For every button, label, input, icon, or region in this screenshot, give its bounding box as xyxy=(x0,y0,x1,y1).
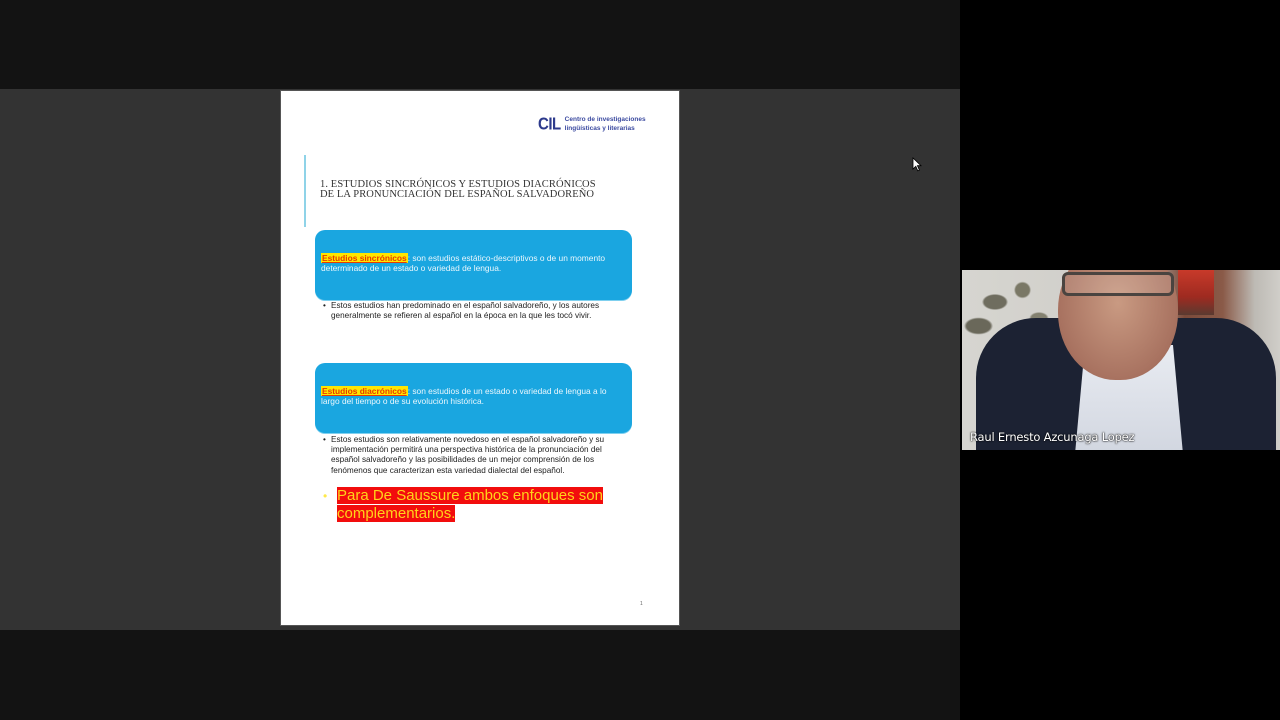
bullet-dot-icon: • xyxy=(323,301,326,310)
synchronic-term: Estudios sincrónicos xyxy=(322,253,407,263)
synchronic-bullet-text: Estos estudios han predominado en el español salvadoreño, y los autores generalmente se refieren al español en la época en la que les tocó vivir. xyxy=(331,301,600,321)
diachronic-definition: : son estudios de un estado o variedad de lengua a lo largo del tiempo o de su evolución histórica. xyxy=(321,386,607,406)
participant-name-label: Raul Ernesto Azcunaga Lopez xyxy=(970,430,1135,444)
synchronic-definition-box xyxy=(315,230,632,300)
video-person-glasses xyxy=(1062,272,1174,296)
callout-line-2: complementarios. xyxy=(337,504,456,522)
slide-title xyxy=(320,180,596,200)
mouse-cursor-icon xyxy=(912,157,922,172)
participant-video-tile[interactable] xyxy=(962,270,1280,450)
callout-line-1: Para De Saussure ambos enfoques son xyxy=(337,487,603,504)
video-poster xyxy=(1178,270,1214,315)
slide-title-line-1: 1. ESTUDIOS SINCRÓNICOS Y ESTUDIOS DIACRÓNICOS xyxy=(320,179,596,190)
diachronic-term: Estudios diacrónicos xyxy=(322,386,407,396)
yellow-bullet-icon: • xyxy=(323,489,328,503)
title-accent-bar xyxy=(304,155,306,227)
logo-line-1: Centro de investigaciones xyxy=(564,116,646,123)
diachronic-bullet-text: Estos estudios son relativamente novedoso en el español salvadoreño y su implementación permitirá una perspectiva histórica de la pronunciación del español salvadoreño y las posibilidades de un mejor comprensión de los fenómenos que caracterizan esta variedad dialectal del español. xyxy=(331,435,605,475)
diachronic-definition-box xyxy=(315,363,632,433)
cil-logo xyxy=(538,115,646,133)
slide-page-number: 1 xyxy=(640,601,643,607)
shared-slide xyxy=(280,90,680,626)
synchronic-bullet xyxy=(323,301,628,321)
logo-text xyxy=(565,115,646,133)
slide-title-line-2: DE LA PRONUNCIACIÓN DEL ESPAÑOL SALVADOREÑO xyxy=(320,189,595,200)
diachronic-bullet xyxy=(323,435,628,476)
bullet-dot-icon: • xyxy=(323,435,326,444)
logo-mark: CIL xyxy=(538,114,561,134)
logo-line-2: lingüísticas y literarias xyxy=(564,125,635,132)
callout-text xyxy=(337,487,603,522)
synchronic-definition: : son estudios estático-descriptivos o de un momento determinado de un estado o variedad de lengua. xyxy=(321,253,606,273)
